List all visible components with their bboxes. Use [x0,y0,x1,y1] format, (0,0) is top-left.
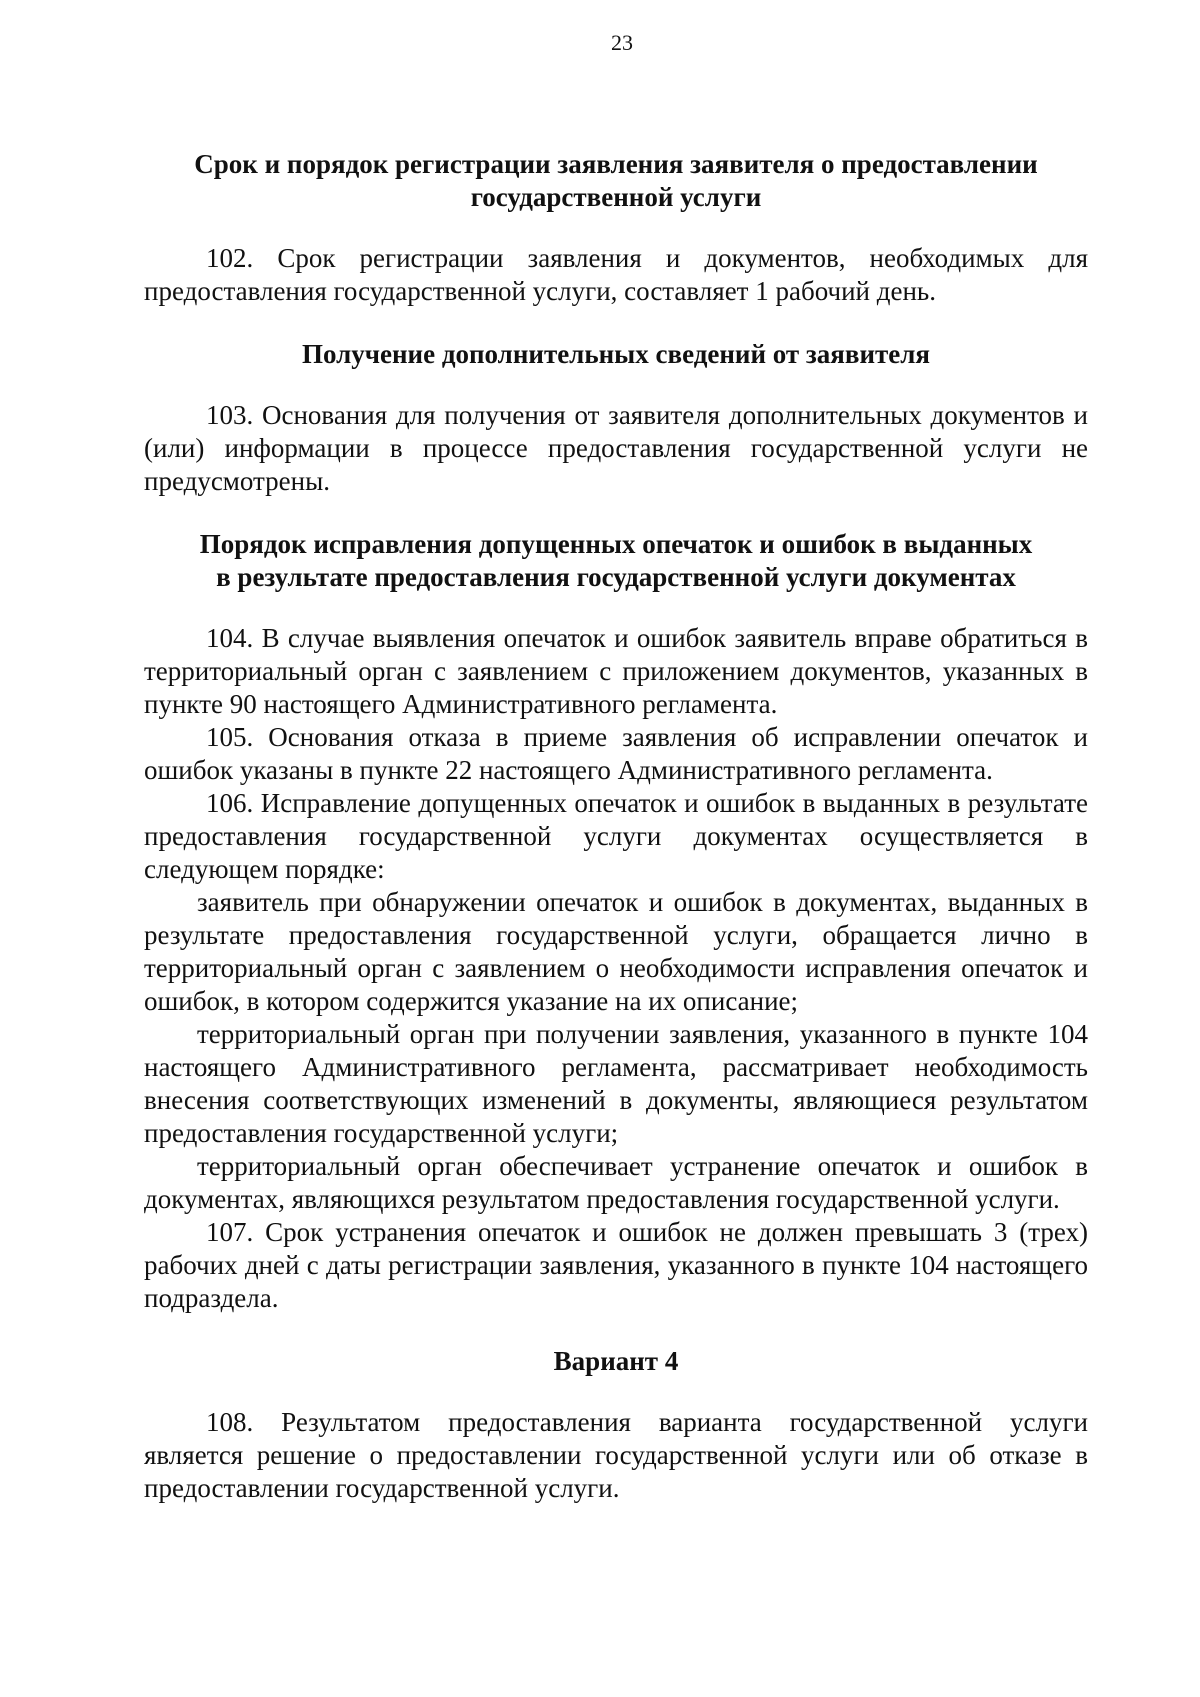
paragraph-104: 104. В случае выявления опечаток и ошибок заявитель вправе обратиться в территориальный орган с заявлением с приложением документов, указанных в пункте 90 настоящего Административного регламента. [144,623,1088,719]
section-heading-line: Получение дополнительных сведений от заявителя [301,339,931,369]
paragraph-107: 107. Срок устранения опечаток и ошибок не должен превышать 3 (трех) рабочих дней с даты регистрации заявления, указанного в пункте 104 настоящего подраздела. [144,1217,1088,1313]
section-registration [144,148,1088,308]
section-heading-line: Вариант 4 [553,1346,679,1376]
paragraph-108: 108. Результатом предоставления варианта государственной услуги является решение о предоставлении государственной услуги или об отказе в предоставлении государственной услуги. [144,1407,1088,1503]
section-additional-info [144,338,1088,498]
section-heading-line: в результате предоставления государственной услуги документах [216,562,1016,592]
section-heading-line: Порядок исправления допущенных опечаток и ошибок в выданных [199,529,1033,559]
section-heading-line: Срок и порядок регистрации заявления заявителя о предоставлении [194,149,1038,179]
document-body [144,148,1088,1505]
section-heading-line: государственной услуги [470,182,762,212]
list-item-organ-fix: территориальный орган обеспечивает устранение опечаток и ошибок в документах, являющихся результатом предоставления государственной услуги. [144,1151,1088,1214]
page-number: 23 [611,30,633,55]
section-error-correction [144,528,1088,1315]
paragraph-102: 102. Срок регистрации заявления и документов, необходимых для предоставления государственной услуги, составляет 1 рабочий день. [144,243,1088,306]
list-item-applicant: заявитель при обнаружении опечаток и ошибок в документах, выданных в результате предоставления государственной услуги, обращается лично в территориальный орган с заявлением о необходимости исправления опечаток и ошибок, в котором содержится указание на их описание; [144,887,1088,1016]
paragraph-103: 103. Основания для получения от заявителя дополнительных документов и (или) информации в процессе предоставления государственной услуги не предусмотрены. [144,400,1088,496]
section-variant-4 [144,1345,1088,1505]
paragraph-106: 106. Исправление допущенных опечаток и ошибок в выданных в результате предоставления государственной услуги документах осуществляется в следующем порядке: [144,788,1088,884]
paragraph-105: 105. Основания отказа в приеме заявления об исправлении опечаток и ошибок указаны в пункте 22 настоящего Административного регламента. [144,722,1088,785]
list-item-organ-review: территориальный орган при получении заявления, указанного в пункте 104 настоящего Административного регламента, рассматривает необходимость внесения соответствующих изменений в документы, являющиеся результатом предоставления государственной услуги; [144,1019,1088,1148]
